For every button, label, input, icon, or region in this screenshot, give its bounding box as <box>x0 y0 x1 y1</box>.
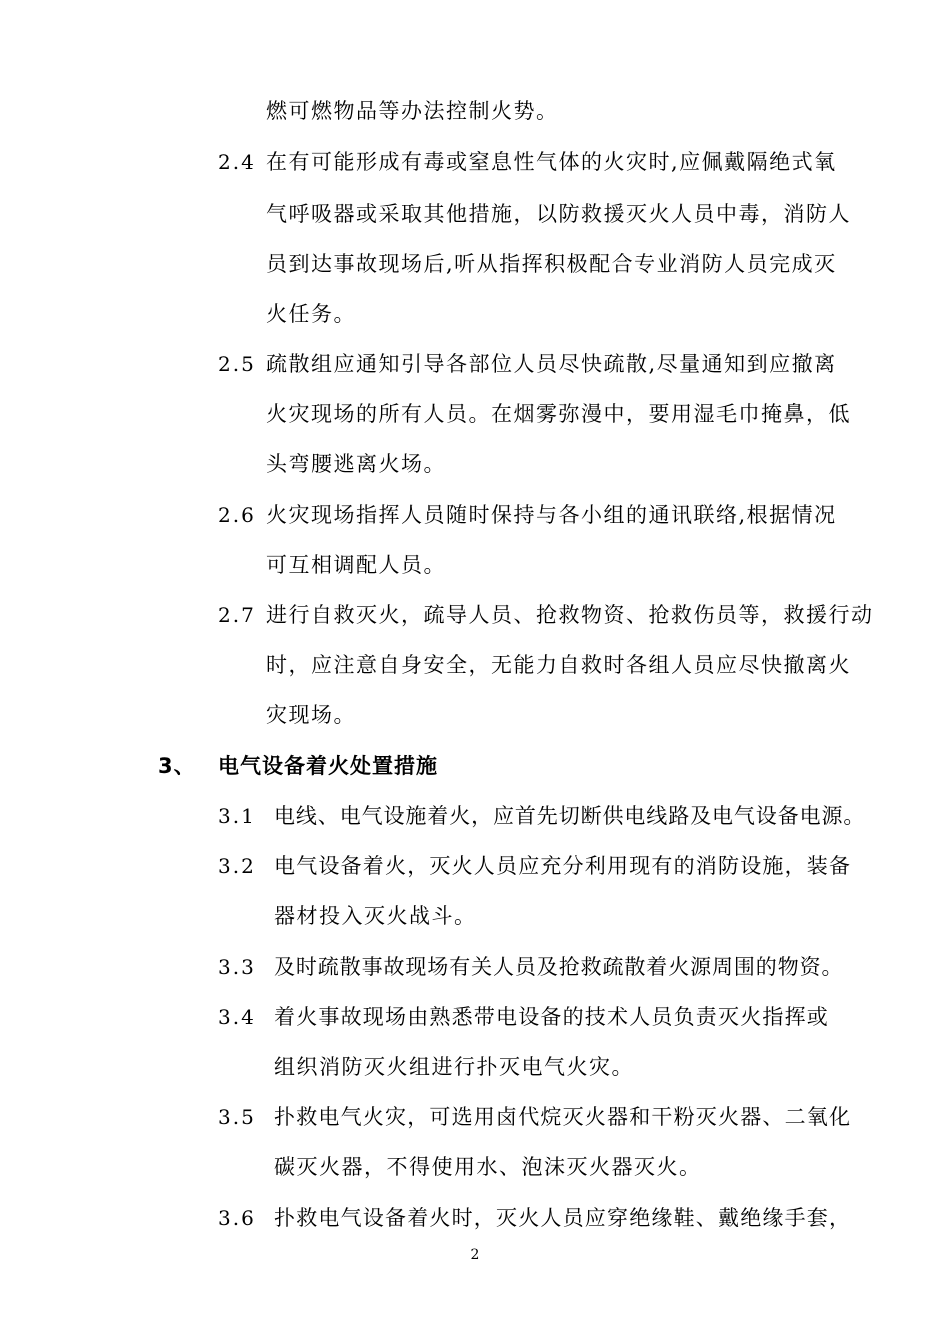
text-line: 进行自救灭火，疏导人员、抢救物资、抢救伤员等，救援行动 <box>266 603 874 627</box>
text-line: 及时疏散事故现场有关人员及抢救疏散着火源周围的物资。 <box>274 955 844 979</box>
text-line: 组织消防灭火组进行扑灭电气火灾。 <box>274 1055 634 1079</box>
text-line: 扑救电气设备着火时，灭火人员应穿绝缘鞋、戴绝缘手套， <box>274 1206 852 1230</box>
item-number: 2.7 <box>218 603 256 627</box>
text-line: 碳灭火器，不得使用水、泡沫灭火器灭火。 <box>274 1155 702 1179</box>
text-line: 气呼吸器或采取其他措施，以防救援灭火人员中毒，消防人 <box>266 202 851 226</box>
text-line: 扑救电气火灾，可选用卤代烷灭火器和干粉灭火器、二氧化 <box>274 1105 852 1129</box>
text-line: 着火事故现场由熟悉带电设备的技术人员负责灭火指挥或 <box>274 1005 829 1029</box>
item-number: 3.3 <box>218 955 256 979</box>
text-line: 头弯腰逃离火场。 <box>266 452 446 476</box>
item-number: 3.2 <box>218 854 256 878</box>
text-line: 在有可能形成有毒或窒息性气体的火灾时,应佩戴隔绝式氧 <box>266 150 837 174</box>
text-line: 电线、电气设施着火，应首先切断供电线路及电气设备电源。 <box>274 804 866 828</box>
item-number: 3.6 <box>218 1206 256 1230</box>
page-number: 2 <box>470 1247 480 1263</box>
text-line: 疏散组应通知引导各部位人员尽快疏散,尽量通知到应撤离 <box>266 352 837 376</box>
item-number: 2.6 <box>218 503 256 527</box>
text-line: 火灾现场的所有人员。在烟雾弥漫中，要用湿毛巾掩鼻，低 <box>266 402 851 426</box>
text-line: 器材投入灭火战斗。 <box>274 904 477 928</box>
text-line: 火任务。 <box>266 302 356 326</box>
item-number: 3.5 <box>218 1105 256 1129</box>
text-line: 燃可燃物品等办法控制火势。 <box>266 99 559 123</box>
text-line: 员到达事故现场后,听从指挥积极配合专业消防人员完成灭 <box>266 252 837 276</box>
item-number: 2.4 <box>218 150 256 174</box>
item-number: 3.4 <box>218 1005 256 1029</box>
item-number: 3.1 <box>218 804 256 828</box>
section-title: 电气设备着火处置措施 <box>218 754 438 778</box>
text-line: 时，应注意自身安全，无能力自救时各组人员应尽快撤离火 <box>266 653 851 677</box>
text-line: 灾现场。 <box>266 703 356 727</box>
section-number: 3、 <box>158 754 196 778</box>
item-number: 2.5 <box>218 352 256 376</box>
text-line: 火灾现场指挥人员随时保持与各小组的通讯联络,根据情况 <box>266 503 837 527</box>
text-line: 可互相调配人员。 <box>266 553 446 577</box>
text-line: 电气设备着火，灭火人员应充分利用现有的消防设施，装备 <box>274 854 852 878</box>
